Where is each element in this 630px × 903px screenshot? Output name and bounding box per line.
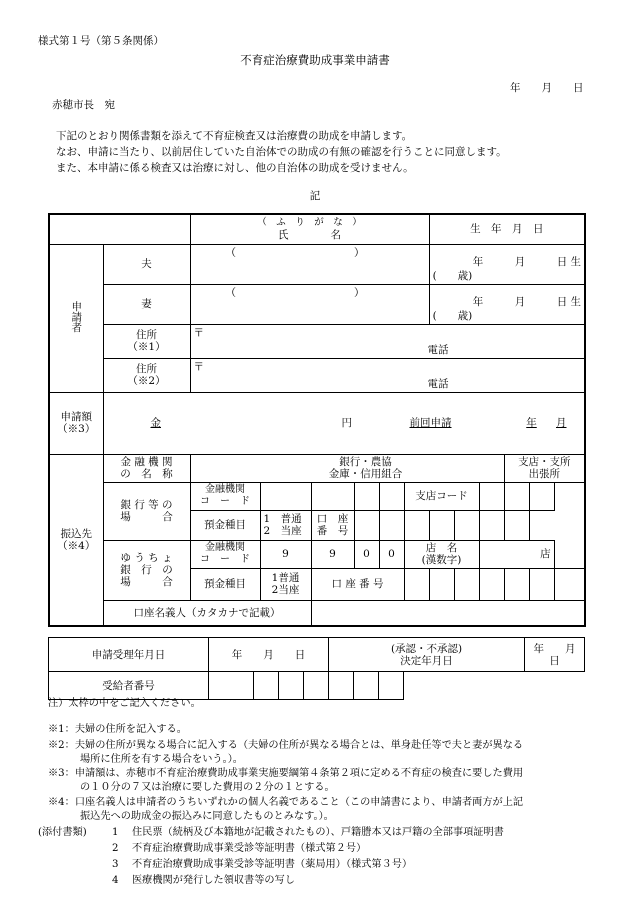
yucho-deposit-type-field[interactable]: 1普通 2当座 (260, 568, 311, 600)
account-number-label: 口 座 番 号 (311, 510, 354, 540)
yucho-section-label: ゆ う ち ょ 銀 行 の 場 合 (103, 540, 190, 600)
attachment-2: 不育症治療費助成事業受診等証明書（様式第２号） (132, 843, 367, 854)
wife-birthdate-field[interactable]: 年 月 日 生 ( 歳) (429, 284, 585, 324)
application-table (48, 213, 586, 627)
branch-type-field[interactable]: 支店・支所 出張所 (504, 454, 585, 482)
code-digit-box[interactable] (354, 482, 379, 510)
fin-inst-name-label: 金 融 機 関 の 名 称 (103, 454, 190, 482)
account-digit-box[interactable] (454, 568, 479, 600)
transfer-label: 振込先 （※4） (49, 454, 103, 626)
store-suffix: 店 (540, 548, 551, 560)
decision-date-field: 年 月 日 (525, 638, 585, 672)
intro-line-1: 下記のとおり関係書類を添えて不育症検査又は治療費の助成を申請します。 (56, 130, 413, 142)
account-digit-box[interactable] (504, 510, 529, 540)
recipient-digit-box (304, 672, 329, 700)
name-label: 氏 名 (278, 229, 342, 242)
branch-code-label: 支店コード (404, 482, 479, 510)
attachment-2-number: 2 (112, 843, 119, 854)
account-holder-field[interactable] (311, 600, 585, 626)
yucho-code-digit: 9 (260, 540, 311, 568)
postal-mark: 〒 (193, 360, 204, 373)
store-name-label: 店 名 (漢数字) (404, 540, 479, 568)
deposit-type-label: 預金種目 (190, 510, 260, 540)
account-digit-box[interactable] (454, 510, 479, 540)
kin-label: 金 (150, 416, 161, 429)
office-use-table (48, 637, 597, 700)
deposit-type-field[interactable]: 1 普通 2 当座 (260, 510, 311, 540)
wife-name-field[interactable]: （ ） (190, 284, 429, 324)
account-digit-box[interactable] (479, 568, 504, 600)
address2-field[interactable] (190, 358, 585, 392)
note-4a: ※4：口座名義人は申請者のうちいずれかの個人名義であること（この申請書により、申請者両方が上記 (48, 797, 524, 808)
phone-label: 電話 (427, 343, 449, 356)
code-digit-box[interactable] (379, 482, 404, 510)
attachment-1: 住民票（続柄及び本籍地が記載されたもの）、戸籍謄本又は戸籍の全部事項証明書 (132, 827, 504, 838)
attachment-3: 不育症治療費助成事業受診等証明書（薬局用）（様式第３号） (132, 859, 413, 870)
yucho-code-digit: 0 (379, 540, 404, 568)
recipient-digit-box (329, 672, 354, 700)
name-header (190, 214, 429, 244)
recipient-number-label: 受給者番号 (49, 672, 209, 700)
husband-label: 夫 (103, 244, 190, 284)
yen-label: 円 (341, 416, 352, 429)
recipient-digit-box (379, 672, 404, 700)
intro-line-2: なお、申請に当たり、以前居住していた自治体での助成の有無の確認を行うことに同意します。 (56, 146, 507, 158)
husband-name-field[interactable]: （ ） (190, 244, 429, 284)
account-digit-box[interactable] (529, 568, 554, 600)
code-digit-box[interactable] (311, 482, 354, 510)
note-4b: 振込先への助成金の振込みに同意したものとみなす。）。 (80, 811, 334, 822)
code-digit-box[interactable] (479, 482, 504, 510)
note-2b: 場所に住所を有する場合をいう。）。 (80, 754, 243, 765)
addressee: 赤穂市長 宛 (52, 99, 115, 111)
address1-label: 住所 （※1） (103, 324, 190, 358)
address1-field[interactable] (190, 324, 585, 358)
yucho-code-digit: 9 (311, 540, 354, 568)
account-digit-box[interactable] (379, 510, 404, 540)
account-digit-box[interactable] (429, 568, 454, 600)
account-digit-box[interactable] (504, 568, 529, 600)
recipient-digit-box (254, 672, 279, 700)
note-3a: ※3：申請額は、赤穂市不育症治療費助成事業実施要綱第４条第２項に定める不育症の検査に要した費用 (48, 768, 524, 779)
received-date-label: 申請受理年月日 (49, 638, 209, 672)
previous-year-label: 年 (526, 416, 537, 429)
page-title: 不育症治療費助成事業申請書 (240, 53, 390, 67)
attachment-4: 医療機関が発行した領収書等の写し (132, 875, 295, 886)
recipient-digit-box (354, 672, 379, 700)
account-digit-box[interactable] (429, 510, 454, 540)
note-3b: の１０分の７又は治療に要した費用の２分の１とする。 (80, 782, 335, 793)
applicant-section-label: 申請者 (49, 244, 103, 392)
account-holder-label: 口座名義人（カタカナで記載） (103, 600, 311, 626)
code-digit-box[interactable] (529, 482, 554, 510)
form-number: 様式第１号（第５条関係） (38, 35, 164, 47)
husband-birthdate-field[interactable]: 年 月 日 生 ( 歳) (429, 244, 585, 284)
yucho-code-digit: 0 (354, 540, 379, 568)
blank-cell (49, 214, 190, 244)
bank-section-label: 銀 行 等 の 場 合 (103, 482, 190, 540)
date-line: 年 月 日 (510, 82, 584, 94)
intro-line-3: また、本申請に係る検査又は治療に対し、他の自治体の助成を受けません。 (56, 162, 414, 174)
ki-heading: 記 (309, 190, 321, 202)
account-digit-box[interactable] (554, 568, 585, 600)
code-digit-box[interactable] (504, 482, 529, 510)
yucho-deposit-type-label: 預金種目 (190, 568, 260, 600)
account-digit-box[interactable] (404, 510, 429, 540)
attachment-4-number: 4 (112, 875, 119, 886)
attachment-3-number: 3 (112, 859, 119, 870)
amount-label: 申請額 （※3） (49, 392, 103, 454)
recipient-digit-box (209, 672, 254, 700)
address2-label: 住所 （※2） (103, 358, 190, 392)
phone-label: 電話 (427, 377, 449, 390)
attachment-1-number: 1 (112, 827, 119, 838)
code-digit-box[interactable] (260, 482, 311, 510)
blank-cell (404, 672, 585, 700)
note-bold-frame: 注）太枠の中をご記入ください。 (48, 698, 201, 709)
yucho-account-number-label: 口 座 番 号 (311, 568, 404, 600)
postal-mark: 〒 (193, 326, 204, 339)
amount-field[interactable] (103, 392, 585, 454)
wife-label: 妻 (103, 284, 190, 324)
account-digit-box[interactable] (354, 510, 379, 540)
store-name-field[interactable] (479, 540, 554, 568)
furigana-label: （ ふ り が な ） (257, 217, 362, 229)
account-digit-box[interactable] (479, 510, 504, 540)
note-2a: ※2：夫婦の住所が異なる場合に記入する（夫婦の住所が異なる場合とは、単身赴任等で夫と妻が異なる (48, 740, 524, 751)
recipient-digit-box (279, 672, 304, 700)
decision-date-label: (承認・不承認) 決定年月日 (329, 638, 525, 672)
fin-inst-name-field[interactable]: 銀行・農協 金庫・信用組合 (190, 454, 504, 482)
received-date-field: 年 月 日 (209, 638, 329, 672)
previous-month-label: 月 (556, 416, 567, 429)
birthdate-header: 生 年 月 日 (429, 214, 585, 244)
note-1: ※1：夫婦の住所を記入する。 (48, 724, 187, 735)
account-digit-box[interactable] (404, 568, 429, 600)
yucho-code-label: 金融機関 コ ー ド (190, 540, 260, 568)
fin-code-label: 金融機関 コ ー ド (190, 482, 260, 510)
attachments-label: (添付書類) (38, 827, 87, 838)
previous-application-label: 前回申請 (409, 416, 452, 429)
